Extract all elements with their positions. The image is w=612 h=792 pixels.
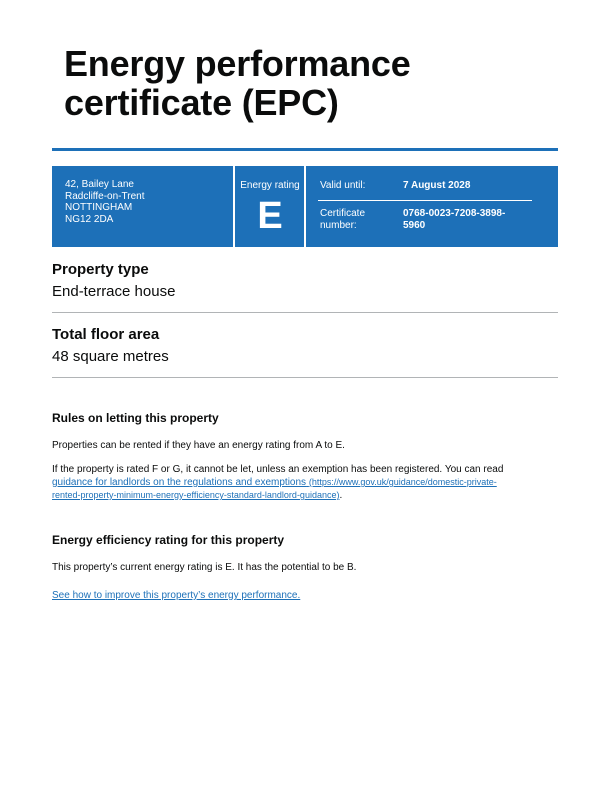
valid-until-value: 7 August 2028 (403, 180, 471, 191)
property-type-value: End-terrace house (52, 283, 176, 300)
banner-divider (304, 166, 306, 247)
letting-exemption-text: If the property is rated F or G, it cannot be let, unless an exemption has been registered. You can read (52, 464, 504, 475)
address-line: NG12 2DA (65, 213, 114, 225)
floor-area-value: 48 square metres (52, 348, 169, 365)
title-divider (52, 148, 558, 151)
efficiency-rating-heading: Energy efficiency rating for this property (52, 533, 285, 547)
certificate-number-label-line: Certificate (320, 208, 366, 219)
certificate-number-line: 5960 (403, 220, 426, 231)
floor-area-heading: Total floor area (52, 326, 160, 343)
banner-divider (233, 166, 235, 247)
property-type-heading: Property type (52, 261, 149, 278)
certificate-number-value (403, 208, 505, 232)
paragraph-end: . (339, 490, 343, 501)
certificate-summary-banner (52, 166, 558, 247)
section-divider (52, 377, 558, 378)
certificate-number-label-line: number: (320, 220, 357, 231)
address-line: NOTTINGHAM (65, 202, 133, 213)
certificate-number-label (320, 208, 365, 232)
landlord-guidance-link-url: rented-property-minimum-energy-efficiency-standard-landlord-guidance) (52, 490, 340, 500)
landlord-guidance-link-url: (https://www.gov.uk/guidance/domestic-private- (308, 477, 497, 487)
address-line: Radcliffe-on-Trent (65, 190, 145, 202)
letting-exemption-paragraph (52, 464, 558, 502)
address-line: 42, Bailey Lane (65, 179, 134, 190)
energy-rating-letter: E (257, 195, 283, 237)
section-divider (52, 312, 558, 313)
landlord-guidance-link-text: guidance for landlords on the regulations and exemptions (52, 477, 307, 488)
landlord-guidance-link[interactable] (52, 477, 497, 501)
letting-rules-paragraph: Properties can be rented if they have an energy rating from A to E. (52, 440, 345, 451)
valid-until-label: Valid until: (320, 180, 366, 191)
property-address (65, 179, 144, 225)
certificate-number-line: 0768-0023-7208-3898- (403, 208, 506, 219)
improve-energy-performance-link[interactable]: See how to improve this property’s energy performance. (52, 590, 301, 601)
energy-rating-label: Energy rating (240, 180, 300, 191)
efficiency-rating-paragraph: This property’s current energy rating is E. It has the potential to be B. (52, 562, 357, 573)
page-title: Energy performance certificate (EPC) (64, 43, 411, 123)
improve-link-paragraph (52, 590, 552, 602)
banner-row-divider (318, 200, 532, 201)
letting-rules-heading: Rules on letting this property (52, 411, 219, 425)
